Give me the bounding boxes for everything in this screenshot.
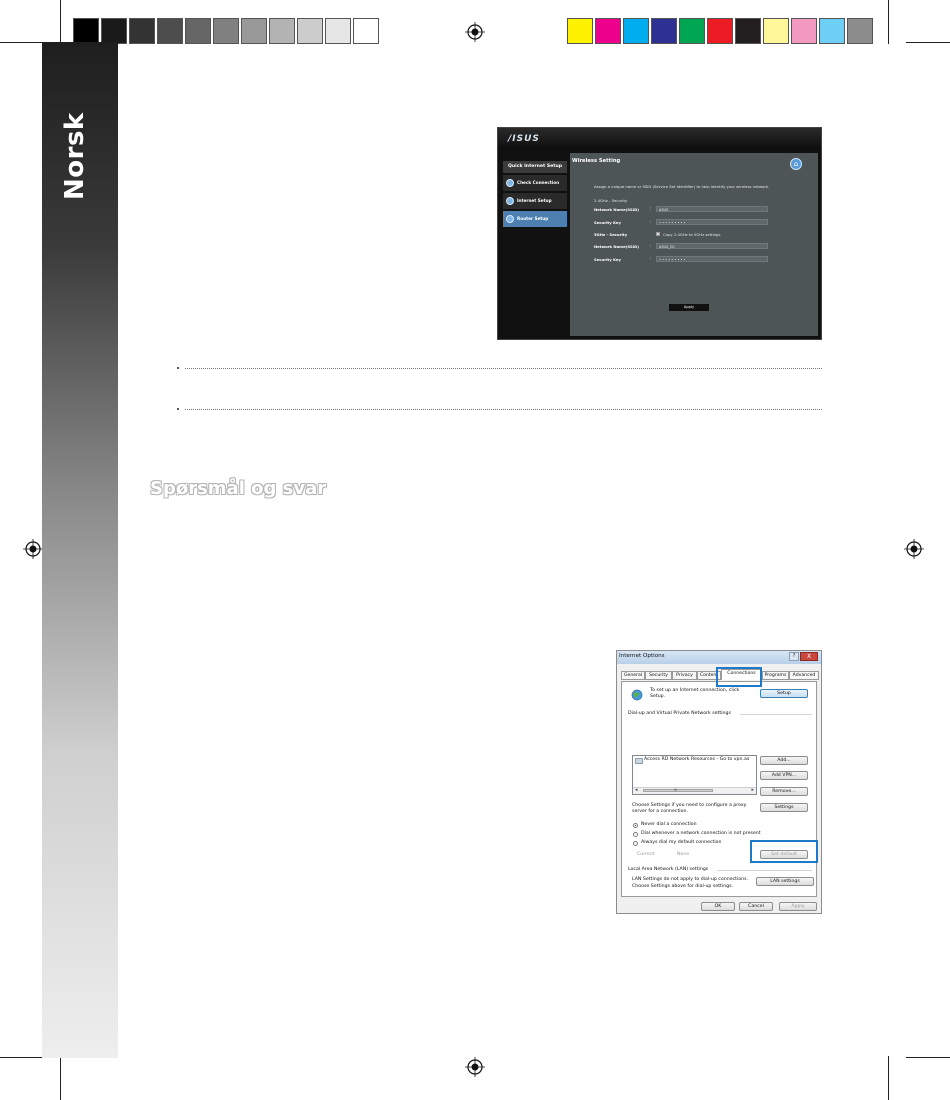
setup-text-1: To set up an Internet connection, click: [650, 688, 740, 693]
choose-text-2: server for a connection.: [632, 809, 688, 814]
ssid-24-input[interactable]: ASUS: [656, 206, 768, 212]
set-default-button[interactable]: Set default: [760, 850, 808, 859]
lan-text-1: LAN Settings do not apply to dial-up connections.: [632, 877, 749, 882]
internet-setup-icon: [506, 197, 514, 205]
choose-text-1: Choose Settings if you need to configure a proxy: [632, 803, 747, 808]
help-button[interactable]: ?: [789, 652, 799, 661]
language-label: Norsk: [60, 112, 90, 200]
colon: :: [650, 219, 652, 224]
color-swatch: [791, 18, 817, 44]
intro-text: Assign a unique name or SSID (Service Set Identifier) to help identify your wireless network.: [594, 184, 770, 189]
scroll-thumb[interactable]: [643, 789, 713, 792]
current-value: None: [677, 852, 690, 857]
copy-settings-label: Copy 2.4GHz to 5GHz settings: [663, 232, 721, 237]
gray-swatch: [269, 18, 295, 44]
gray-swatch: [129, 18, 155, 44]
gray-swatch: [353, 18, 379, 44]
tab-content[interactable]: Content: [697, 671, 721, 680]
tab-connections[interactable]: Connections: [721, 669, 762, 680]
gray-swatch: [157, 18, 183, 44]
gray-swatch: [325, 18, 351, 44]
dialog-titlebar: [617, 651, 821, 664]
crop-mark: [888, 1056, 889, 1100]
list-item[interactable]: Access RD Network Resources - Go to vpn.as: [644, 757, 750, 762]
radio-label: Dial whenever a network connection is not present: [641, 831, 761, 836]
vpn-connection-icon: [635, 758, 643, 764]
close-button[interactable]: X: [800, 652, 818, 661]
color-swatch: [595, 18, 621, 44]
lan-settings-button[interactable]: LAN settings: [756, 877, 814, 886]
setup-button[interactable]: Setup: [760, 689, 808, 698]
dialup-section-label: Dial-up and Virtual Private Network settings: [628, 711, 731, 716]
home-icon[interactable]: ⌂: [790, 158, 802, 170]
note-divider: [185, 368, 822, 369]
key-24-input[interactable]: • • • • • • • • •: [656, 219, 768, 225]
colon: :: [650, 256, 652, 261]
crop-mark: [888, 0, 889, 44]
crop-mark: [906, 1057, 950, 1058]
router-sidebar: [503, 161, 567, 229]
horizontal-scrollbar[interactable]: [633, 787, 756, 794]
gray-swatch: [213, 18, 239, 44]
gray-swatch: [101, 18, 127, 44]
sidebar-item-internet-setup[interactable]: [503, 193, 567, 209]
cancel-button[interactable]: Cancel: [739, 902, 773, 911]
remove-button[interactable]: Remove...: [760, 787, 808, 796]
router-setup-icon: [506, 215, 514, 223]
key-24-label: Security Key: [594, 220, 621, 225]
connections-list[interactable]: [632, 755, 757, 795]
color-swatch: [651, 18, 677, 44]
note-marker: [177, 408, 179, 410]
tab-general[interactable]: General: [621, 671, 645, 680]
crop-mark: [906, 42, 950, 43]
setup-text-2: Setup.: [650, 694, 666, 699]
lan-section-label: Local Area Network (LAN) settings: [628, 867, 709, 872]
asus-logo: /ISUS: [508, 134, 540, 144]
router-screenshot: [497, 127, 822, 340]
gray-swatch: [297, 18, 323, 44]
key-5-label: Security Key: [594, 257, 621, 262]
section-heading: Spørsmål og svar: [150, 478, 327, 499]
color-swatch: [763, 18, 789, 44]
sidebar-item-label: Internet Setup: [517, 198, 552, 203]
tab-programs[interactable]: Programs: [762, 671, 789, 680]
connections-panel: [621, 681, 817, 897]
check-connection-icon: [506, 179, 514, 187]
color-swatch: [735, 18, 761, 44]
colon: :: [650, 206, 652, 211]
add-vpn-button[interactable]: Add VPN...: [760, 771, 808, 780]
radio-always-dial[interactable]: [633, 841, 638, 846]
tab-security[interactable]: Security: [645, 671, 672, 680]
color-swatch: [707, 18, 733, 44]
note-divider: [185, 409, 822, 410]
lan-settings-highlight: [750, 840, 818, 863]
note-marker: [177, 367, 179, 369]
ssid-5-input[interactable]: ASUS_5G: [656, 243, 768, 249]
connections-tab-highlight: [716, 667, 762, 687]
color-swatch: [819, 18, 845, 44]
copy-settings-checkbox[interactable]: [656, 232, 660, 236]
globe-icon: [630, 689, 644, 701]
internet-options-dialog: [616, 650, 822, 914]
scroll-thumb-grip: III: [674, 788, 678, 792]
color-swatch: [567, 18, 593, 44]
color-swatch: [623, 18, 649, 44]
registration-mark-icon: [465, 1057, 485, 1077]
color-swatch: [679, 18, 705, 44]
router-header: [498, 128, 821, 150]
radio-label: Never dial a connection: [641, 822, 697, 827]
sidebar-item-label: Router Setup: [517, 216, 549, 221]
scroll-left-icon[interactable]: ◂: [635, 787, 638, 793]
section-separator: [717, 870, 812, 871]
crop-mark: [60, 0, 61, 44]
wireless-setting-panel: [570, 153, 818, 336]
sidebar-item-label: Check Connection: [517, 180, 560, 185]
gray-swatch: [241, 18, 267, 44]
tab-advanced[interactable]: Advanced: [789, 671, 819, 680]
scroll-right-icon[interactable]: ▸: [751, 787, 754, 793]
apply-button[interactable]: Apply: [669, 304, 709, 311]
crop-mark: [60, 1056, 61, 1100]
radio-label: Always dial my default connection: [641, 840, 722, 845]
ssid-5-label: Network Name(SSID): [594, 244, 640, 249]
add-button[interactable]: Add...: [760, 756, 808, 765]
band-5-label: 5GHz - Security: [594, 232, 628, 237]
sidebar-item-router-setup[interactable]: [503, 211, 567, 227]
radio-never-dial[interactable]: [633, 823, 638, 828]
key-5-input[interactable]: • • • • • • • • •: [656, 256, 768, 262]
radio-dial-whenever[interactable]: [633, 832, 638, 837]
registration-mark-icon: [904, 539, 924, 559]
crop-mark: [0, 1057, 44, 1058]
gray-swatch: [73, 18, 99, 44]
ok-button[interactable]: OK: [701, 902, 735, 911]
apply-button[interactable]: Apply: [779, 902, 817, 911]
section-separator: [740, 714, 812, 715]
sidebar-item-check-connection[interactable]: [503, 175, 567, 191]
crop-mark: [0, 42, 44, 43]
color-swatch: [847, 18, 873, 44]
proxy-settings-button[interactable]: Settings: [760, 803, 808, 812]
ssid-24-label: Network Name(SSID): [594, 207, 640, 212]
tab-privacy[interactable]: Privacy: [672, 671, 697, 680]
registration-mark-icon: [23, 539, 43, 559]
dialog-title: Internet Options: [619, 653, 665, 659]
gray-swatch: [185, 18, 211, 44]
current-label: Current: [637, 852, 655, 857]
band-24-label: 2.4GHz - Security: [594, 198, 628, 203]
registration-mark-icon: [465, 22, 485, 42]
page-title: Wireless Setting: [572, 158, 621, 164]
lan-text-2: Choose Settings above for dial-up settings.: [632, 884, 734, 889]
colon: :: [650, 243, 652, 248]
router-sidebar-title: Quick Internet Setup: [503, 161, 567, 173]
